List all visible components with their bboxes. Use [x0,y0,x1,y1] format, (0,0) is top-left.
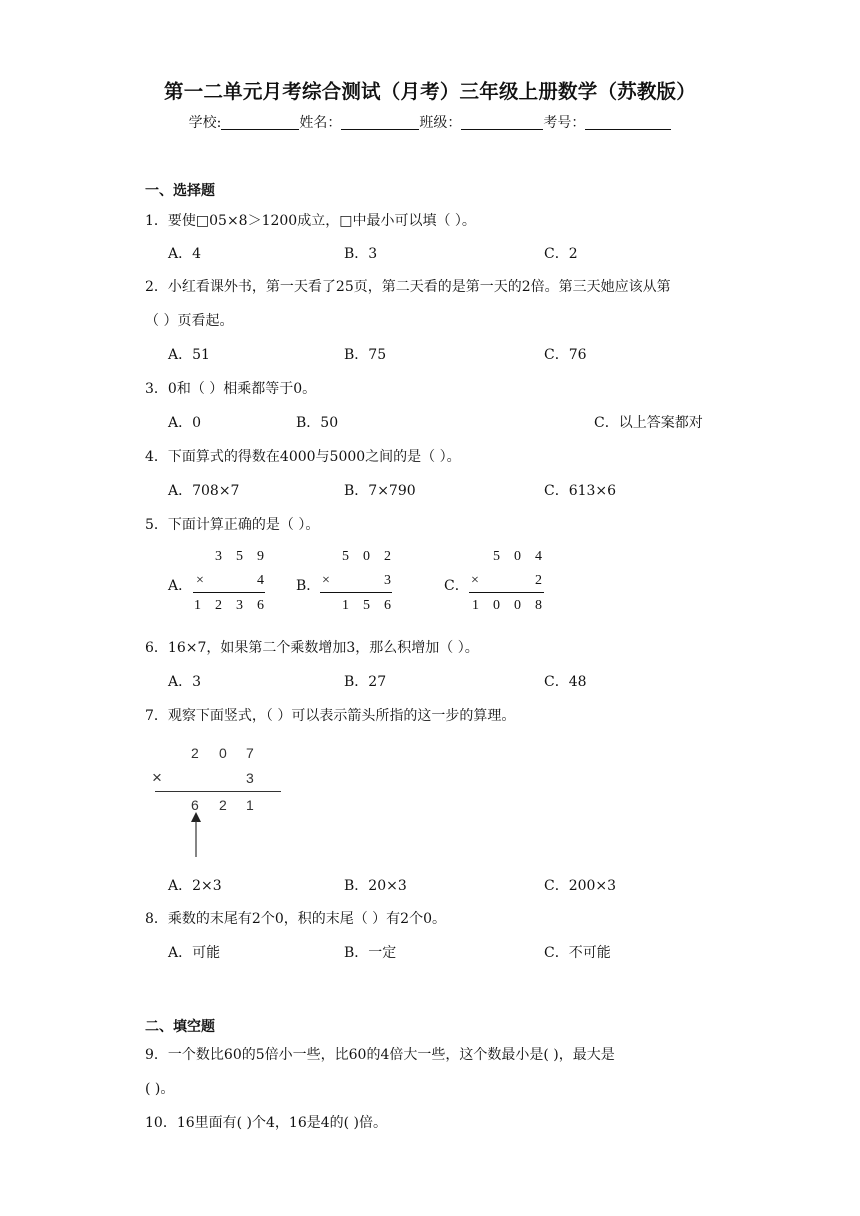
calc-c-top-digit: 0 [514,549,521,564]
question-7-option-c[interactable]: C．200×3 [544,878,617,894]
question-8-text: 8．乘数的末尾有2个0，积的末尾（ ）有2个0。 [145,911,446,927]
option-c-label: C． [444,578,469,594]
question-3-option-b[interactable]: B．50 [296,415,339,431]
question-9-text-line1: 9．一个数比60的5倍小一些，比60的4倍大一些，这个数最小是( )，最大是 [145,1047,615,1063]
calc-a-result-digit: 6 [257,598,264,613]
figure-result-digit: 6 [191,797,199,813]
school-blank[interactable] [221,115,299,130]
calc-b-top-digit: 5 [342,549,349,564]
question-7-text: 7．观察下面竖式，（ ）可以表示箭头所指的这一步的算理。 [145,708,516,724]
calc-c-multiplier: 2 [535,573,542,588]
figure-top-digit: 7 [246,745,254,761]
question-3-option-a[interactable]: A．0 [168,415,202,431]
question-1-option-a[interactable]: A．4 [168,246,202,262]
question-6-option-a[interactable]: A．3 [168,674,202,690]
question-6-text: 6．16×7，如果第二个乘数增加3，那么积增加（ ）。 [145,640,479,656]
question-1-text: 1．要使□05×8＞1200成立，□中最小可以填（ ）。 [145,213,476,229]
figure-multiplier: 3 [246,770,254,786]
calc-c-top-digit: 4 [535,549,542,564]
question-8-option-a[interactable]: A．可能 [168,945,221,961]
question-4-option-b[interactable]: B．7×790 [344,483,416,499]
school-label: 学校: [188,115,222,131]
question-6-option-c[interactable]: C．48 [544,674,587,690]
figure-top-digit: 2 [191,745,199,761]
calc-b-top-digit: 2 [384,549,391,564]
calc-b-result-digit: 6 [384,598,391,613]
class-blank[interactable] [461,115,543,130]
question-5-text: 5．下面计算正确的是（ ）。 [145,517,320,533]
question-7-option-b[interactable]: B．20×3 [344,878,407,894]
question-4-option-a[interactable]: A．708×7 [168,483,240,499]
option-a-label: A． [168,578,193,594]
calc-c-result-digit: 0 [514,598,521,613]
name-blank[interactable] [341,115,419,130]
section-fill-heading: 二、填空题 [145,1019,215,1035]
calc-a-top-digit: 9 [257,549,264,564]
question-8-option-c[interactable]: C．不可能 [544,945,611,961]
calc-b-rule [320,592,392,593]
question-10-text: 10．16里面有( )个4，16是4的( )倍。 [145,1115,388,1131]
up-arrow-icon [189,812,203,858]
question-3-option-c[interactable]: C．以上答案都对 [594,415,703,431]
question-2-text-line1: 2．小红看课外书，第一天看了25页，第二天看的是第一天的2倍。第三天她应该从第 [145,279,671,295]
calc-a-result-digit: 1 [194,598,201,613]
calc-b-times-sign: × [322,573,330,588]
question-1-option-c[interactable]: C．2 [544,246,578,262]
question-6-option-b[interactable]: B．27 [344,674,387,690]
calc-a-rule [193,592,265,593]
question-2-option-b[interactable]: B．75 [344,347,387,363]
question-7-option-a[interactable]: A．2×3 [168,878,222,894]
calc-c-top-digit: 5 [493,549,500,564]
calc-b-result-digit: 5 [363,598,370,613]
exam-no-blank[interactable] [585,115,671,130]
student-info-line [0,112,860,132]
calc-a-times-sign: × [196,573,204,588]
calc-c-rule [469,592,544,593]
question-2-text-line2: （ ）页看起。 [145,313,234,329]
option-b-label: B． [296,578,321,594]
question-9-text-line2: ( )。 [145,1081,175,1097]
calc-c-result-digit: 0 [493,598,500,613]
exam-no-label: 考号： [543,115,586,131]
calc-c-result-digit: 1 [472,598,479,613]
question-1-option-b[interactable]: B．3 [344,246,378,262]
calc-a-top-digit: 3 [215,549,222,564]
figure-result-digit: 2 [219,797,227,813]
calc-a-result-digit: 2 [215,598,222,613]
section-choice-heading: 一、选择题 [145,183,215,199]
figure-times-sign: × [152,768,162,787]
calc-b-multiplier: 3 [384,573,391,588]
calc-a-result-digit: 3 [236,598,243,613]
figure-result-digit: 1 [246,797,254,813]
page-title: 第一二单元月考综合测试（月考）三年级上册数学（苏教版） [164,80,696,103]
question-2-option-c[interactable]: C．76 [544,347,587,363]
question-4-option-c[interactable]: C．613×6 [544,483,617,499]
calc-b-top-digit: 0 [363,549,370,564]
question-4-text: 4．下面算式的得数在4000与5000之间的是（ ）。 [145,449,461,465]
calc-a-multiplier: 4 [257,573,264,588]
question-3-text: 3．0和（ ）相乘都等于0。 [145,381,317,397]
figure-rule [155,791,281,792]
question-2-option-a[interactable]: A．51 [168,347,210,363]
calc-c-result-digit: 8 [535,598,542,613]
name-label: 姓名： [299,115,342,131]
question-8-option-b[interactable]: B．一定 [344,945,397,961]
calc-b-result-digit: 1 [342,598,349,613]
figure-top-digit: 0 [219,745,227,761]
calc-c-times-sign: × [471,573,479,588]
calc-a-top-digit: 5 [236,549,243,564]
class-label: 班级： [419,115,462,131]
